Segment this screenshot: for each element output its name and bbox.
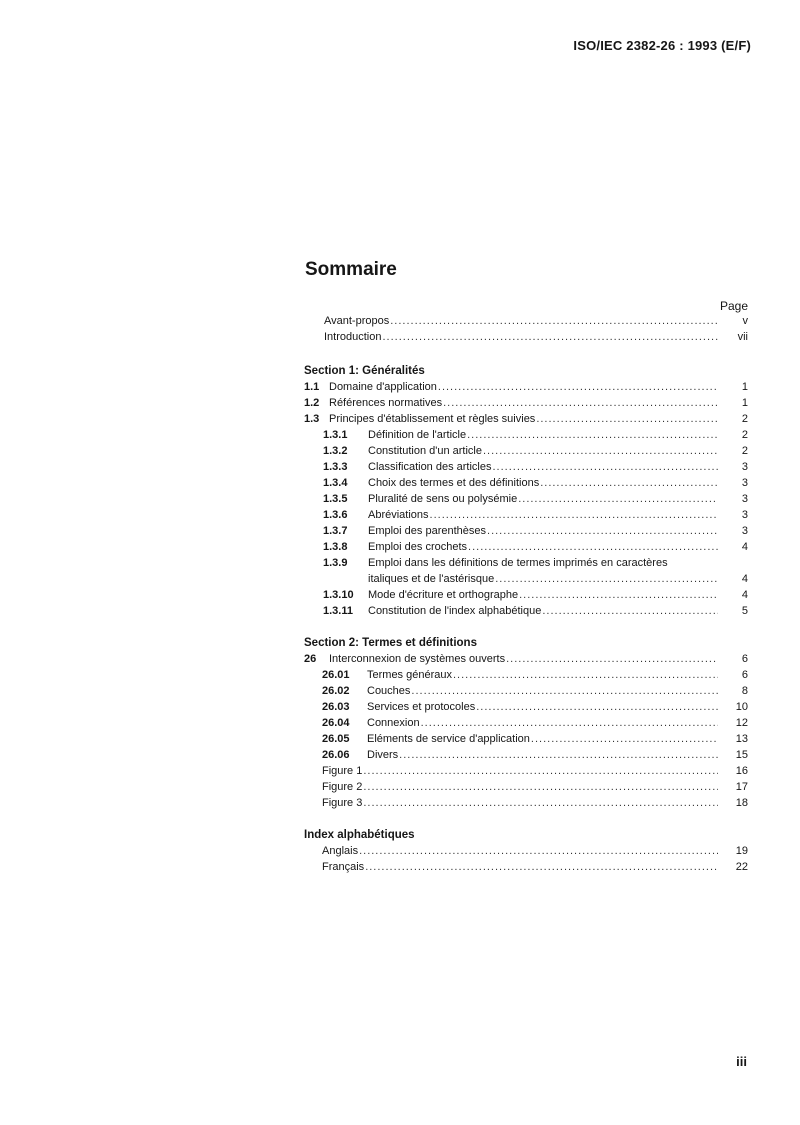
- toc-entry-label: Introduction: [324, 331, 382, 343]
- toc-entry-label: Classification des articles: [368, 461, 492, 473]
- toc-entry-figure-1[interactable]: [304, 763, 748, 779]
- document-id-header: ISO/IEC 2382-26 : 1993 (E/F): [573, 38, 751, 53]
- toc-entry-label: Couches: [367, 685, 411, 697]
- toc-entry-label: Constitution de l'index alphabétique: [368, 605, 542, 617]
- toc-entry-number: 1.3.3: [323, 461, 348, 473]
- toc-entry-number: 1.3.9: [323, 557, 348, 569]
- dot-leader: [540, 475, 718, 491]
- toc-entry-label: Eléments de service d'application: [367, 733, 530, 745]
- toc-entry-label: Divers: [367, 749, 399, 761]
- toc-entry-page: 10: [735, 701, 748, 713]
- toc-entry-figure-2[interactable]: [304, 779, 748, 795]
- toc-entry-page: 3: [741, 461, 748, 473]
- toc-entry-label: Domaine d'application: [329, 381, 437, 393]
- toc-entry-introduction[interactable]: [304, 329, 748, 345]
- toc-entry-26-01[interactable]: [304, 667, 748, 683]
- dot-leader: [443, 395, 718, 411]
- toc-entry-number: 1.3.5: [323, 493, 348, 505]
- dot-leader: [506, 651, 718, 667]
- toc-entry-1-3-3[interactable]: [304, 459, 748, 475]
- dot-leader: [363, 763, 718, 779]
- toc-entry-page: 17: [735, 781, 748, 793]
- table-of-contents: [304, 313, 748, 875]
- toc-entry-page: 4: [741, 541, 748, 553]
- dot-leader: [430, 507, 718, 523]
- toc-entry-page: 8: [741, 685, 748, 697]
- dot-leader: [359, 843, 718, 859]
- section-2-heading: [304, 635, 748, 651]
- toc-entry-26-02[interactable]: [304, 683, 748, 699]
- toc-entry-number: 1.3.6: [323, 509, 348, 521]
- toc-entry-label: Anglais: [322, 845, 359, 857]
- page-title: Sommaire: [305, 259, 397, 280]
- toc-entry-1-3-4[interactable]: [304, 475, 748, 491]
- toc-entry-label: Emploi des crochets: [368, 541, 468, 553]
- dot-leader: [487, 523, 718, 539]
- toc-entry-26[interactable]: [304, 651, 748, 667]
- toc-entry-label: Figure 3: [322, 797, 363, 809]
- toc-entry-label: Figure 1: [322, 765, 363, 777]
- toc-entry-index-anglais[interactable]: [304, 843, 748, 859]
- toc-entry-page: 5: [741, 605, 748, 617]
- toc-entry-page: 12: [735, 717, 748, 729]
- toc-entry-number: 1.3: [304, 413, 320, 425]
- toc-entry-number: 1.3.8: [323, 541, 348, 553]
- toc-entry-number: 1.3.10: [323, 589, 354, 601]
- toc-entry-page: 2: [741, 413, 748, 425]
- toc-entry-number: 26.01: [322, 669, 350, 681]
- toc-entry-number: 26.03: [322, 701, 350, 713]
- toc-entry-page: v: [742, 315, 748, 327]
- dot-leader: [382, 329, 718, 345]
- toc-entry-number: 26.05: [322, 733, 350, 745]
- index-heading: [304, 827, 748, 843]
- toc-entry-page: 3: [741, 493, 748, 505]
- section-heading-label: Index alphabétiques: [304, 829, 415, 841]
- dot-leader: [476, 699, 718, 715]
- toc-entry-page: 3: [741, 477, 748, 489]
- toc-entry-label: Abréviations: [368, 509, 429, 521]
- toc-entry-label: Mode d'écriture et orthographe: [368, 589, 519, 601]
- toc-entry-number: 1.3.4: [323, 477, 348, 489]
- toc-entry-page: 15: [735, 749, 748, 761]
- toc-entry-label: Connexion: [367, 717, 420, 729]
- toc-entry-1-3-7[interactable]: [304, 523, 748, 539]
- dot-leader: [453, 667, 718, 683]
- toc-entry-1-2[interactable]: [304, 395, 748, 411]
- toc-entry-1-3-1[interactable]: [304, 427, 748, 443]
- toc-entry-1-1[interactable]: [304, 379, 748, 395]
- toc-entry-figure-3[interactable]: [304, 795, 748, 811]
- toc-entry-page: 4: [741, 589, 748, 601]
- section-heading-label: Section 2: Termes et définitions: [304, 637, 477, 649]
- dot-leader: [390, 313, 718, 329]
- toc-entry-label: Références normatives: [329, 397, 443, 409]
- toc-entry-page: 13: [735, 733, 748, 745]
- toc-entry-26-06[interactable]: [304, 747, 748, 763]
- dot-leader: [519, 587, 718, 603]
- section-heading-label: Section 1: Généralités: [304, 365, 425, 377]
- dot-leader: [536, 411, 718, 427]
- toc-entry-number: 26.02: [322, 685, 350, 697]
- toc-entry-26-04[interactable]: [304, 715, 748, 731]
- dot-leader: [467, 427, 718, 443]
- toc-entry-number: 1.3.1: [323, 429, 348, 441]
- toc-entry-page: vii: [737, 331, 748, 343]
- toc-entry-label: Français: [322, 861, 365, 873]
- toc-entry-1-3-9[interactable]: [304, 555, 748, 571]
- toc-entry-label: Définition de l'article: [368, 429, 467, 441]
- dot-leader: [421, 715, 718, 731]
- dot-leader: [493, 459, 719, 475]
- toc-entry-number: 1.3.7: [323, 525, 348, 537]
- toc-entry-number: 1.1: [304, 381, 320, 393]
- toc-entry-label: Services et protocoles: [367, 701, 476, 713]
- page-column-label: Page: [719, 299, 748, 313]
- toc-entry-avant-propos[interactable]: [304, 313, 748, 329]
- toc-entry-page: 3: [741, 525, 748, 537]
- toc-entry-label: Pluralité de sens ou polysémie: [368, 493, 518, 505]
- toc-entry-label: Interconnexion de systèmes ouverts: [329, 653, 506, 665]
- toc-entry-index-francais[interactable]: [304, 859, 748, 875]
- toc-entry-page: 1: [741, 397, 748, 409]
- toc-entry-page: 22: [735, 861, 748, 873]
- toc-entry-page: 19: [735, 845, 748, 857]
- toc-entry-label: Termes généraux: [367, 669, 452, 681]
- dot-leader: [483, 443, 718, 459]
- toc-entry-1-3-11[interactable]: [304, 603, 748, 619]
- dot-leader: [363, 795, 718, 811]
- toc-entry-26-03[interactable]: [304, 699, 748, 715]
- dot-leader: [495, 571, 718, 587]
- toc-entry-1-3-6[interactable]: [304, 507, 748, 523]
- toc-entry-1-3[interactable]: [304, 411, 748, 427]
- toc-entry-1-3-8[interactable]: [304, 539, 748, 555]
- toc-entry-label-line1: Emploi dans les définitions de termes imprimés en caractères: [368, 557, 668, 569]
- toc-entry-page: 16: [735, 765, 748, 777]
- section-1-heading: [304, 363, 748, 379]
- dot-leader: [363, 779, 718, 795]
- toc-entry-page: 1: [741, 381, 748, 393]
- dot-leader: [365, 859, 718, 875]
- dot-leader: [468, 539, 718, 555]
- toc-entry-label: Constitution d'un article: [368, 445, 482, 457]
- toc-entry-label: Avant-propos: [324, 315, 390, 327]
- page-number: iii: [736, 1054, 747, 1069]
- toc-entry-page: 18: [735, 797, 748, 809]
- toc-entry-label-line2: italiques et de l'astérisque: [368, 573, 495, 585]
- toc-entry-label: Principes d'établissement et règles suivies: [329, 413, 536, 425]
- toc-entry-1-3-5[interactable]: [304, 491, 748, 507]
- toc-entry-page: 2: [741, 429, 748, 441]
- dot-leader: [438, 379, 718, 395]
- toc-entry-label: Choix des termes et des définitions: [368, 477, 540, 489]
- toc-entry-number: 26.04: [322, 717, 350, 729]
- toc-entry-number: 1.2: [304, 397, 320, 409]
- dot-leader: [399, 747, 718, 763]
- dot-leader: [518, 491, 718, 507]
- toc-entry-page: 6: [741, 653, 748, 665]
- dot-leader: [411, 683, 718, 699]
- toc-entry-label: Emploi des parenthèses: [368, 525, 487, 537]
- toc-entry-26-05[interactable]: [304, 731, 748, 747]
- toc-entry-label: Figure 2: [322, 781, 363, 793]
- toc-entry-1-3-9-continuation[interactable]: [304, 571, 748, 587]
- dot-leader: [542, 603, 718, 619]
- toc-entry-page: 6: [741, 669, 748, 681]
- toc-entry-page: 3: [741, 509, 748, 521]
- toc-entry-page: 2: [741, 445, 748, 457]
- toc-entry-number: 1.3.2: [323, 445, 348, 457]
- toc-entry-number: 26: [304, 653, 317, 665]
- toc-entry-1-3-2[interactable]: [304, 443, 748, 459]
- toc-entry-page: 4: [741, 573, 748, 585]
- toc-entry-number: 26.06: [322, 749, 350, 761]
- dot-leader: [531, 731, 718, 747]
- toc-entry-number: 1.3.11: [323, 605, 353, 617]
- toc-entry-1-3-10[interactable]: [304, 587, 748, 603]
